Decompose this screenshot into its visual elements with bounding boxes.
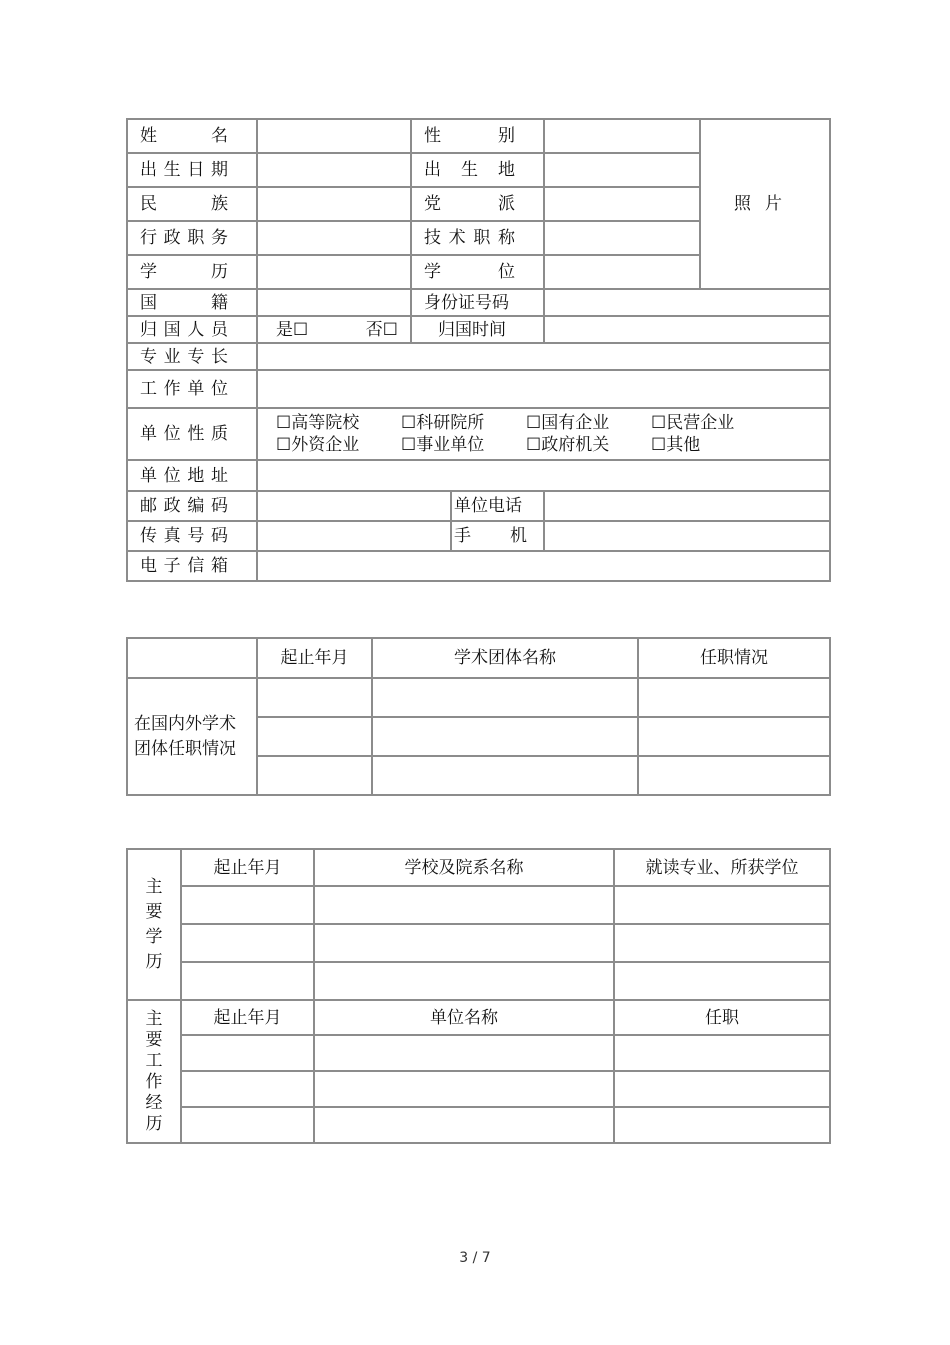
returnee-label: 归国人员 bbox=[127, 316, 257, 343]
academic-row-label: 在国内外学术团体任职情况 bbox=[127, 678, 257, 795]
edu-cell[interactable] bbox=[314, 962, 614, 1000]
edu-cell[interactable] bbox=[181, 924, 314, 962]
birth-date-label: 出生日期 bbox=[127, 153, 257, 187]
fax-label: 传真号码 bbox=[127, 521, 257, 551]
work-cell[interactable] bbox=[314, 1107, 614, 1143]
photo-box[interactable]: 照片 bbox=[700, 119, 830, 289]
returnee-no-checkbox[interactable]: 否☐ bbox=[365, 319, 398, 340]
academic-cell[interactable] bbox=[257, 756, 372, 795]
education-field[interactable] bbox=[257, 255, 411, 289]
academic-cell[interactable] bbox=[372, 717, 638, 756]
edu-cell[interactable] bbox=[614, 924, 830, 962]
option-public-institution[interactable]: ☐事业单位 bbox=[401, 435, 485, 455]
edu-cell[interactable] bbox=[181, 962, 314, 1000]
postal-code-label: 邮政编码 bbox=[127, 491, 257, 521]
work-cell[interactable] bbox=[181, 1107, 314, 1143]
tech-title-field[interactable] bbox=[544, 221, 700, 255]
academic-cell[interactable] bbox=[372, 756, 638, 795]
option-other[interactable]: ☐其他 bbox=[651, 435, 701, 455]
return-time-label: 归国时间 bbox=[411, 316, 544, 343]
degree-field[interactable] bbox=[544, 255, 700, 289]
work-cell[interactable] bbox=[614, 1071, 830, 1107]
postal-code-field[interactable] bbox=[257, 491, 451, 521]
academic-col-period: 起止年月 bbox=[257, 638, 372, 678]
academic-cell[interactable] bbox=[257, 717, 372, 756]
degree-label: 学位 bbox=[411, 255, 544, 289]
edu-cell[interactable] bbox=[314, 886, 614, 924]
option-research-institute[interactable]: ☐科研院所 bbox=[401, 413, 485, 433]
employer-address-label: 单位地址 bbox=[127, 460, 257, 491]
gender-field[interactable] bbox=[544, 119, 700, 153]
tech-title-label: 技术职称 bbox=[411, 221, 544, 255]
nationality-label: 国籍 bbox=[127, 289, 257, 316]
edu-col-period: 起止年月 bbox=[181, 849, 314, 886]
edu-col-major: 就读专业、所获学位 bbox=[614, 849, 830, 886]
work-cell[interactable] bbox=[614, 1035, 830, 1071]
employer-type-options[interactable] bbox=[257, 408, 830, 460]
mobile-field[interactable] bbox=[544, 521, 830, 551]
admin-post-field[interactable] bbox=[257, 221, 411, 255]
work-col-post: 任职 bbox=[614, 1000, 830, 1035]
mobile-label: 手机 bbox=[451, 521, 544, 551]
academic-org-table bbox=[126, 637, 831, 796]
option-foreign-enterprise[interactable]: ☐外资企业 bbox=[276, 435, 360, 455]
edu-cell[interactable] bbox=[614, 886, 830, 924]
ethnicity-label: 民族 bbox=[127, 187, 257, 221]
work-cell[interactable] bbox=[181, 1035, 314, 1071]
option-university[interactable]: ☐高等院校 bbox=[276, 413, 360, 433]
id-number-field[interactable] bbox=[544, 289, 830, 316]
work-cell[interactable] bbox=[314, 1035, 614, 1071]
education-history-label: 主 要 学 历 bbox=[127, 849, 181, 1000]
work-col-period: 起止年月 bbox=[181, 1000, 314, 1035]
returnee-choice[interactable] bbox=[257, 316, 411, 343]
academic-corner-cell bbox=[127, 638, 257, 678]
option-private-enterprise[interactable]: ☐民营企业 bbox=[651, 413, 735, 433]
nationality-field[interactable] bbox=[257, 289, 411, 316]
page-number: 3 / 7 bbox=[459, 1250, 491, 1266]
work-cell[interactable] bbox=[181, 1071, 314, 1107]
employer-label: 工作单位 bbox=[127, 370, 257, 408]
work-cell[interactable] bbox=[614, 1107, 830, 1143]
gender-label: 性别 bbox=[411, 119, 544, 153]
edu-cell[interactable] bbox=[314, 924, 614, 962]
work-cell[interactable] bbox=[314, 1071, 614, 1107]
academic-cell[interactable] bbox=[372, 678, 638, 717]
return-time-field[interactable] bbox=[544, 316, 830, 343]
specialty-label: 专业专长 bbox=[127, 343, 257, 370]
birth-date-field[interactable] bbox=[257, 153, 411, 187]
academic-col-org: 学术团体名称 bbox=[372, 638, 638, 678]
birthplace-field[interactable] bbox=[544, 153, 700, 187]
birthplace-label: 出生地 bbox=[411, 153, 544, 187]
edu-cell[interactable] bbox=[614, 962, 830, 1000]
office-phone-label: 单位电话 bbox=[451, 491, 544, 521]
fax-field[interactable] bbox=[257, 521, 451, 551]
education-label: 学历 bbox=[127, 255, 257, 289]
email-field[interactable] bbox=[257, 551, 830, 581]
specialty-field[interactable] bbox=[257, 343, 830, 370]
returnee-yes-checkbox[interactable]: 是☐ bbox=[276, 319, 309, 340]
id-number-label: 身份证号码 bbox=[411, 289, 544, 316]
history-table bbox=[126, 848, 831, 1144]
option-state-enterprise[interactable]: ☐国有企业 bbox=[526, 413, 610, 433]
ethnicity-field[interactable] bbox=[257, 187, 411, 221]
academic-cell[interactable] bbox=[257, 678, 372, 717]
academic-cell[interactable] bbox=[638, 717, 830, 756]
admin-post-label: 行政职务 bbox=[127, 221, 257, 255]
work-history-label: 主 要 工 作 经 历 bbox=[127, 1000, 181, 1143]
edu-col-school: 学校及院系名称 bbox=[314, 849, 614, 886]
edu-cell[interactable] bbox=[181, 886, 314, 924]
personal-info-table bbox=[126, 118, 831, 582]
academic-col-role: 任职情况 bbox=[638, 638, 830, 678]
office-phone-field[interactable] bbox=[544, 491, 830, 521]
option-government[interactable]: ☐政府机关 bbox=[526, 435, 610, 455]
employer-type-label: 单位性质 bbox=[127, 408, 257, 460]
name-field[interactable] bbox=[257, 119, 411, 153]
name-label: 姓名 bbox=[127, 119, 257, 153]
academic-cell[interactable] bbox=[638, 678, 830, 717]
party-field[interactable] bbox=[544, 187, 700, 221]
email-label: 电子信箱 bbox=[127, 551, 257, 581]
employer-address-field[interactable] bbox=[257, 460, 830, 491]
employer-field[interactable] bbox=[257, 370, 830, 408]
work-col-unit: 单位名称 bbox=[314, 1000, 614, 1035]
academic-cell[interactable] bbox=[638, 756, 830, 795]
party-label: 党派 bbox=[411, 187, 544, 221]
